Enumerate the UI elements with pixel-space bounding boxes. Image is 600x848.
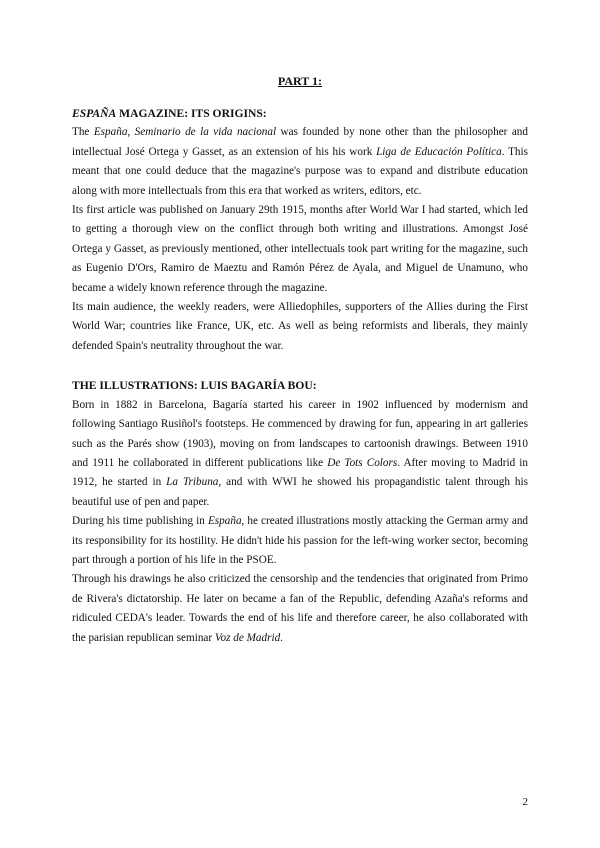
- part-title: PART 1:: [277, 74, 323, 88]
- italic-text-run: Liga de Educación Política: [376, 145, 502, 158]
- heading-origins-rest: MAGAZINE: ITS ORIGINS:: [116, 107, 267, 120]
- paragraph: [72, 298, 528, 356]
- paragraph: [72, 512, 528, 570]
- document-body: [72, 104, 528, 648]
- text-run: The: [72, 126, 94, 139]
- italic-text-run: De Tots Colors: [327, 456, 398, 469]
- text-run: . After moving to Madrid in 1912, he started in: [72, 456, 529, 489]
- paragraph: [72, 570, 528, 648]
- paragraph: [72, 201, 528, 298]
- section-heading-illustrations: THE ILLUSTRATIONS: LUIS BAGARÍA BOU:: [72, 379, 317, 393]
- paragraph: [72, 396, 528, 512]
- heading-espana-italic: ESPAÑA: [72, 107, 117, 120]
- italic-text-run: La Tribuna: [166, 476, 219, 489]
- section-spacer: [72, 356, 528, 376]
- italic-text-run: Voz de Madrid: [214, 631, 281, 644]
- text-run: Through his drawings he also criticized the censorship and the tendencies that originated from Primo de Rivera's dictatorship. He later on became a fan of the Republic, defending Azaña's reforms and ridiculed CEDA's leader. Towards the end of his life and therefore career, he also collaborated with the parisian republican seminar: [72, 573, 528, 644]
- italic-text-run: España: [207, 515, 242, 528]
- text-run: Its main audience, the weekly readers, were Alliedophiles, supporters of the Allies during the First World War; countries like France, UK, etc. As well as being reformists and liberals, they mainly defended Spain's neutrality throughout the war.: [72, 301, 528, 352]
- page-number: 2: [522, 795, 528, 808]
- text-run: .: [280, 631, 283, 644]
- text-run: . This meant that one could deduce that the magazine's purpose was to expand and distribute education along with more intellectuals from this era that worked as writers, editors, etc.: [72, 145, 528, 197]
- italic-text-run: España, Seminario de la vida nacional: [93, 126, 277, 139]
- paragraph: [72, 123, 528, 201]
- text-run: Its first article was published on January 29th 1915, months after World War I had started, which led to getting a thorough view on the conflict through both writing and illustrations. Amongst José Ortega y Gasset, as previously mentioned, other intellectuals took part writing for the magazine, such as Eugenio D'Ors, Ramiro de Maeztu and Ramón Pérez de Ayala, and Miguel de Unamuno, who became a widely known reference through the magazine.: [72, 204, 528, 294]
- text-run: was founded by none other than the philosopher and intellectual José Ortega y Gasset, as an extension of his his work: [72, 126, 528, 158]
- text-run: , he created illustrations mostly attacking the German army and its responsibility for its hostility. He didn't hide his passion for the left-wing worker sector, becoming part through a portion of his life in the PSOE.: [72, 515, 529, 566]
- section-heading-origins: [72, 104, 528, 123]
- text-run: Born in 1882 in Barcelona, Bagaría started his career in 1902 influenced by modernism and following Santiago Rusiñol's footsteps. He commenced by drawing for fun, appearing in art galleries such as the Parés show (1903), moving on from landscapes to cartoonish drawings. Between 1910 and 1911 he collaborated in different publications like: [72, 398, 528, 469]
- text-run: During his time publishing in: [72, 515, 208, 528]
- text-run: , and with WWI he showed his propagandistic talent through his beautiful use of pen and paper.: [72, 476, 528, 508]
